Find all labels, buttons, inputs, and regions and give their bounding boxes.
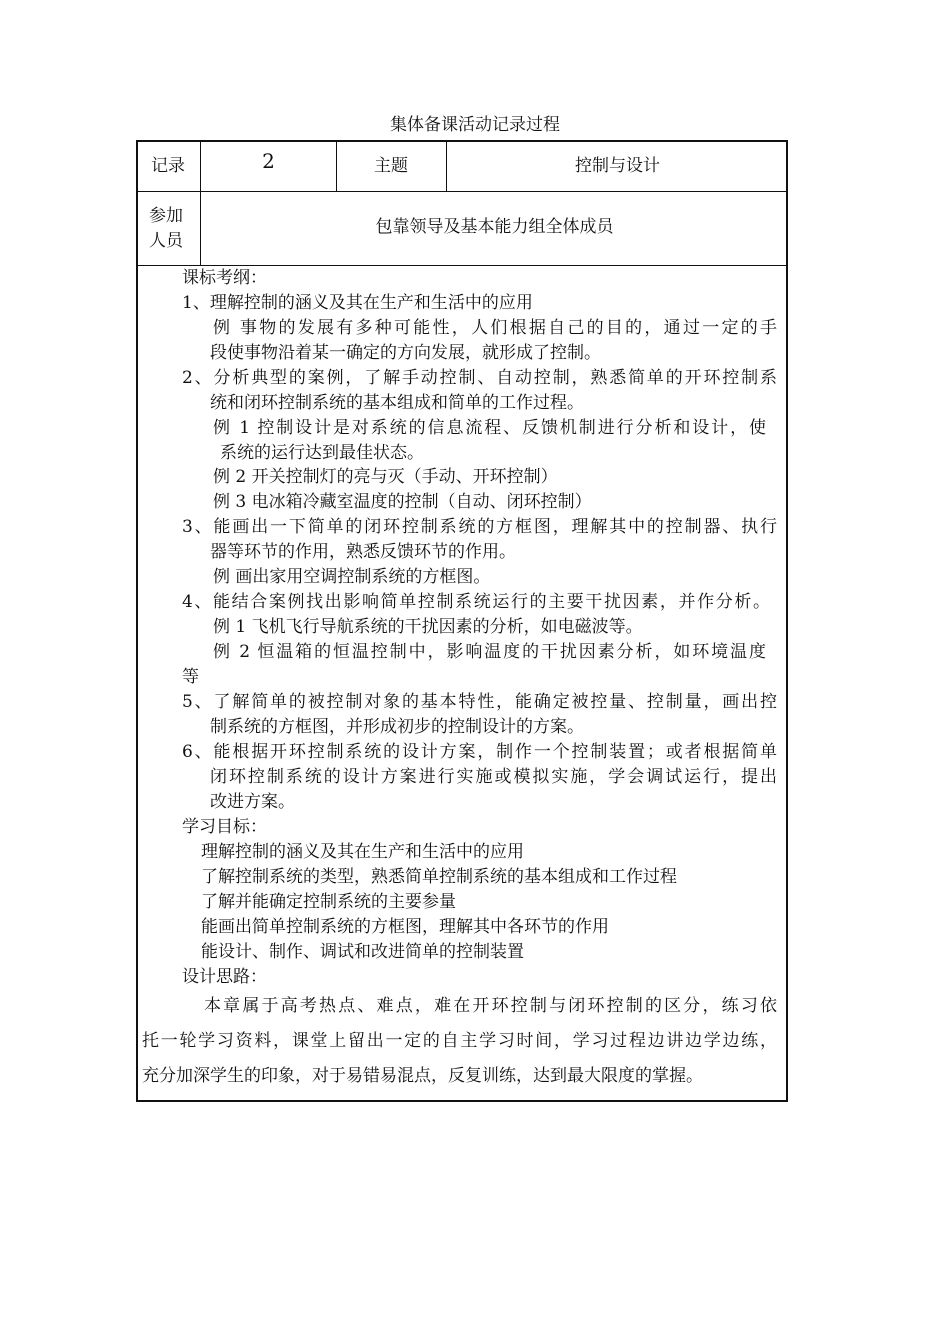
record-table (136, 140, 788, 1102)
topic-value: 控制与设计 (575, 156, 660, 176)
example-line: 例 1 控制设计是对系统的信息流程、反馈机制进行分析和设计，使 (213, 418, 766, 438)
participants-label-line2: 人员 (149, 231, 183, 251)
row-divider-1 (138, 191, 786, 192)
example-line: 例 3 电冰箱冷藏室温度的控制（自动、闭环控制） (213, 492, 592, 512)
document-title: 集体备课活动记录过程 (390, 115, 560, 135)
section-heading: 设计思路： (182, 967, 267, 987)
record-value: 2 (262, 149, 275, 173)
list-item: 6、能根据开环控制系统的设计方案，制作一个控制装置；或者根据简单 (182, 742, 777, 762)
example-line: 系统的运行达到最佳状态。 (220, 443, 424, 463)
participants-value: 包靠领导及基本能力组全体成员 (375, 217, 614, 237)
list-item: 3、能画出一下简单的闭环控制系统的方框图，理解其中的控制器、执行 (182, 517, 777, 537)
example-line: 例 1 飞机飞行导航系统的干扰因素的分析，如电磁波等。 (213, 617, 643, 637)
list-item: 5、了解简单的被控制对象的基本特性，能确定被控量、控制量，画出控 (182, 692, 777, 712)
goal-item: 能设计、制作、调试和改进简单的控制装置 (201, 942, 524, 962)
list-item: 4、能结合案例找出影响简单控制系统运行的主要干扰因素，并作分析。 (182, 592, 770, 612)
example-line: 段使事物沿着某一确定的方向发展，就形成了控制。 (210, 343, 601, 363)
goal-item: 能画出简单控制系统的方框图，理解其中各环节的作用 (201, 917, 609, 937)
section-heading: 课标考纲： (182, 268, 267, 288)
list-item: 器等环节的作用，熟悉反馈环节的作用。 (210, 542, 516, 562)
design-paragraph-line: 本章属于高考热点、难点，难在开环控制与闭环控制的区分，练习依 (204, 996, 777, 1016)
example-line: 等 (182, 667, 199, 687)
design-paragraph-line: 托一轮学习资料，课堂上留出一定的自主学习时间，学习过程边讲边学边练， (142, 1031, 777, 1051)
list-item: 统和闭环控制系统的基本组成和简单的工作过程。 (210, 393, 584, 413)
list-item: 1、理解控制的涵义及其在生产和生活中的应用 (182, 293, 533, 313)
section-heading: 学习目标： (182, 817, 267, 837)
example-line: 例 2 恒温箱的恒温控制中，影响温度的干扰因素分析，如环境温度 (213, 642, 766, 662)
list-item: 改进方案。 (210, 792, 295, 812)
goal-item: 了解控制系统的类型，熟悉简单控制系统的基本组成和工作过程 (201, 867, 677, 887)
goal-item: 了解并能确定控制系统的主要参量 (201, 892, 456, 912)
list-item: 2、分析典型的案例，了解手动控制、自动控制，熟悉简单的开环控制系 (182, 368, 777, 388)
list-item: 闭环控制系统的设计方案进行实施或模拟实施，学会调试运行，提出 (210, 767, 777, 787)
record-label: 记录 (151, 156, 185, 176)
example-line: 例 画出家用空调控制系统的方框图。 (213, 567, 491, 587)
design-paragraph-line: 充分加深学生的印象，对于易错易混点，反复训练，达到最大限度的掌握。 (142, 1066, 703, 1086)
example-line: 例 事物的发展有多种可能性，人们根据自己的目的，通过一定的手 (213, 318, 777, 338)
example-line: 例 2 开关控制灯的亮与灭（手动、开环控制） (213, 467, 558, 487)
participants-label-line1: 参加 (149, 206, 183, 226)
topic-label: 主题 (374, 156, 408, 176)
goal-item: 理解控制的涵义及其在生产和生活中的应用 (201, 842, 524, 862)
list-item: 制系统的方框图，并形成初步的控制设计的方案。 (210, 717, 584, 737)
col-divider-value (336, 142, 337, 192)
